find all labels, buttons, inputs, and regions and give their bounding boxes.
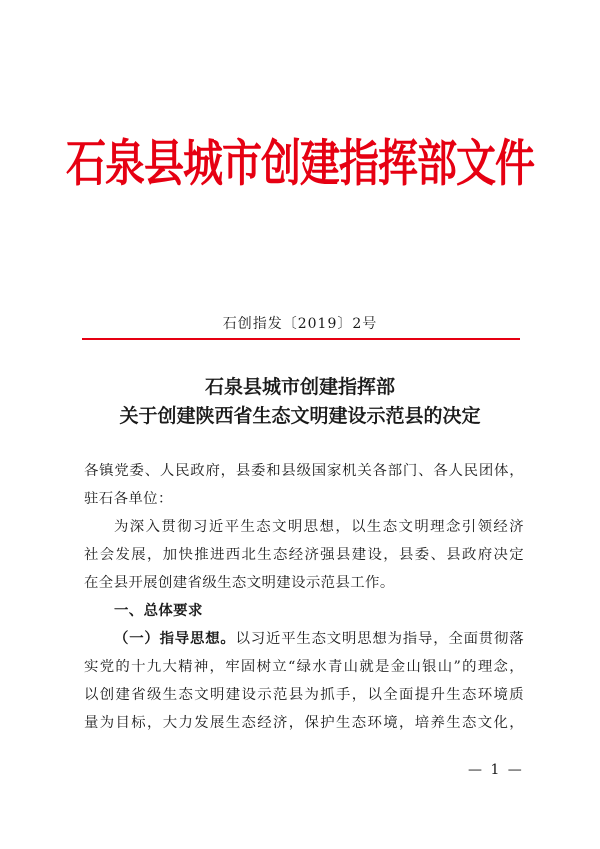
addressee-line1: 各镇党委、人民政府，县委和县级国家机关各部门、各人民团体，	[84, 463, 524, 479]
intro-line2: 社会发展，加快推进西北生态经济强县建设，县委、县政府决定	[84, 547, 524, 563]
intro-line3: 在全县开展创建省级生态文明建设示范县工作。	[84, 575, 395, 591]
issuer-title: 石泉县城市创建指挥部文件	[66, 134, 534, 193]
document-number: 石创指发〔2019〕2号	[222, 316, 378, 332]
guiding-ideology-text: 以习近平生态文明思想为指导，全面贯彻落	[235, 631, 524, 647]
addressee-line2: 驻石各单位：	[84, 491, 173, 507]
document-title-line2: 关于创建陕西省生态文明建设示范县的决定	[119, 405, 481, 427]
page-number: — 1 —	[468, 762, 524, 778]
intro-line1: 为深入贯彻习近平生态文明思想，以生态文明理念引领经济	[114, 519, 524, 535]
guiding-ideology-line4: 量为目标，大力发展生态经济，保护生态环境，培养生态文化，	[84, 715, 524, 731]
red-divider	[82, 338, 520, 340]
guiding-ideology-line3: 以创建省级生态文明建设示范县为抓手，以全面提升生态环境质	[84, 687, 524, 703]
guiding-ideology-line1	[114, 629, 524, 649]
section-heading: 一、总体要求	[114, 602, 203, 619]
document-title-line1: 石泉县城市创建指挥部	[204, 376, 395, 398]
guiding-ideology-line2: 实党的十九大精神，牢固树立“绿水青山就是金山银山”的理念，	[84, 659, 524, 675]
subheading-guiding-ideology: （一）指导思想。	[114, 630, 236, 647]
